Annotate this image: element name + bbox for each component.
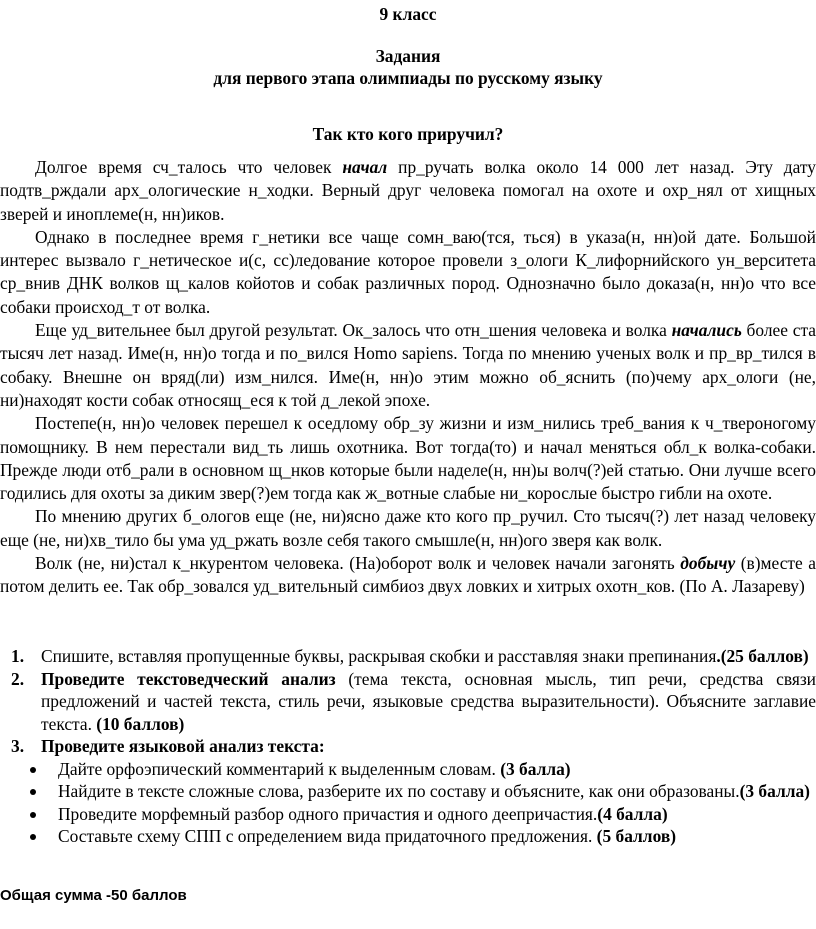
task-1: 1. Спишите, вставляя пропущенные буквы, раскрывая скобки и расставляя знаки препинания.(25 баллов): [11, 646, 809, 666]
task-3-subtasks: [0, 758, 816, 848]
paragraph-4: Постепе(н, нн)о человек перешел к оседлому обр_зу жизни и изм_нились треб_вания к ч_твероногому помощнику. В нем перестали вид_ть лишь охотника. Вот тогда(то) и начал меняться обл_к волка-собаки. Прежде люди отб_рали в основном щ_нков которые были наделе(н, нн)ы волч(?)ей статью. Они лучше всего годились для охоты за диким звер(?)ем тогда как ж_вотные слабые ни_корослые быстро гибли на охоте.: [0, 413, 816, 504]
tasks-heading: Задания: [375, 46, 441, 66]
bullet-icon: [30, 834, 36, 840]
bullet-icon: [30, 812, 36, 818]
task-number: 1.: [11, 646, 25, 666]
task-points: .(25 баллов): [716, 646, 809, 666]
subtask-item: Дайте орфоэпический комментарий к выделенным словам. (3 балла): [0, 758, 816, 781]
paragraph-1: Долгое время сч_талось что человек начал пр_ручать волка около 14 000 лет назад. Эту дату подтв_рждали арх_ологические н_ходки. Верный друг человека помогал на охоте и охр_нял от хищных зверей и иноплеме(н, нн)иков.: [0, 157, 816, 224]
text-body: [0, 156, 816, 599]
task-number: 2.: [11, 668, 25, 689]
task-points: (3 балла): [739, 781, 810, 801]
task-2: 2. Проведите текстоведческий анализ (тема текста, основная мысль, тип речи, средства связи предложений и частей текста, стиль речи, языковые средства выразительности). Объясните заглавие текста. (10 баллов): [11, 668, 816, 734]
subtask-item: Проведите морфемный разбор одного причастия и одного деепричастия.(4 балла): [0, 803, 816, 826]
subtask-item: Составьте схему СПП с определением вида придаточного предложения. (5 баллов): [0, 825, 816, 848]
task-points: (10 баллов): [96, 713, 185, 734]
paragraph-2: Однако в последнее время г_нетики все чаще сомн_ваю(тся, ться) в указа(н, нн)ой дате. Большой интерес вызвало г_нетическое и(с, сс)ледование которое провели з_ологи К_лифорнийского ун_верситета ср_внив ДНК волков щ_калов койотов и собак различных пород. Однозначно было доказа(н, нн)о что все собаки происход_т от волка.: [0, 226, 816, 317]
bullet-icon: [30, 767, 36, 773]
task-3: 3. Проведите языковой анализ текста:: [11, 736, 325, 756]
task-points: (4 балла): [597, 803, 668, 824]
paragraph-6: Волк (не, ни)стал к_нкурентом человека. (На)оборот волк и человек начали загонять добычу (в)месте а потом делить ее. Так обр_зовался уд_вительный симбиоз двух ловких и хитрых охотн_ков. (По А. Лазареву): [0, 553, 816, 597]
emphasized-word: начались: [671, 320, 742, 341]
emphasized-word: начал: [342, 157, 388, 177]
subtask-item: Найдите в тексте сложные слова, разберите их по составу и объясните, как они образованы.(3 балла): [0, 780, 816, 803]
total-score: Общая сумма -50 баллов: [0, 887, 187, 904]
text-title: Так кто кого приручил?: [312, 124, 504, 144]
emphasized-word: добычу: [680, 553, 736, 574]
task-number: 3.: [11, 736, 25, 756]
olympiad-subtitle: для первого этапа олимпиады по русскому языку: [213, 68, 603, 88]
paragraph-5: По мнению других б_ологов еще (не, ни)ясно даже кто кого пр_ручил. Сто тысяч(?) лет назад человеку еще (не, ни)хв_тило бы ума уд_ржать возле себя такого смышле(н, нн)ого зверя как волк.: [0, 506, 816, 550]
grade-heading: 9 класс: [379, 4, 437, 24]
task-list: [0, 645, 816, 848]
paragraph-3: Еще уд_вительнее был другой результат. Ок_залось что отн_шения человека и волка начались более ста тысяч лет назад. Име(н, нн)о тогда и по_вился Homo sapiens. Тогда по мнению ученых волк и пр_вр_тился в собаку. Внешне он вряд(ли) изм_нился. Име(н, нн)о этим можно об_яснить (по)чему арх_ологи (не, ни)находят кости собак относящ_еся к той д_лекой эпохе.: [0, 320, 816, 410]
task-points: (3 балла): [500, 758, 571, 779]
task-points: (5 баллов): [596, 826, 677, 846]
bullet-icon: [30, 789, 36, 795]
